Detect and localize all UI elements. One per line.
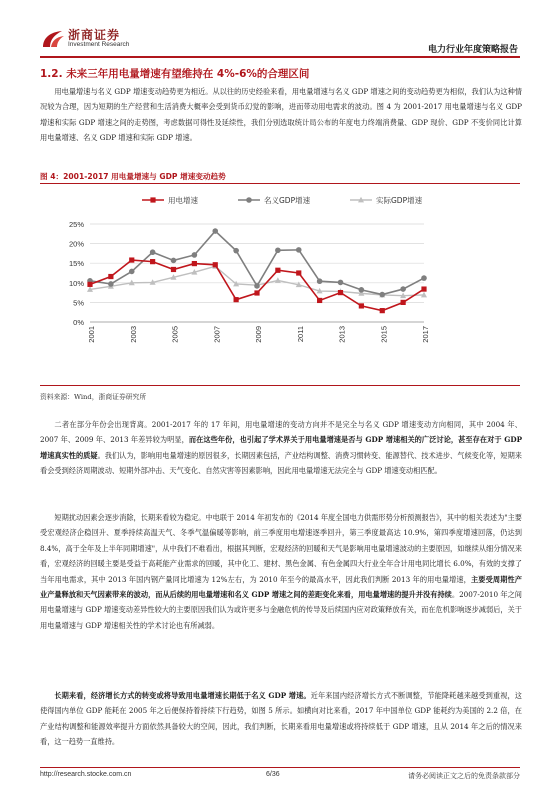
data-point bbox=[129, 269, 135, 275]
data-point bbox=[296, 247, 302, 253]
data-point bbox=[213, 262, 218, 267]
data-point bbox=[296, 270, 301, 275]
data-point bbox=[359, 287, 365, 293]
y-tick-label: 15% bbox=[68, 259, 84, 269]
paragraph-1 bbox=[40, 84, 522, 146]
data-point bbox=[108, 281, 114, 287]
section-heading: 1.2. 未来三年用电量增速有望维持在 4%-6%的合理区间 bbox=[40, 68, 310, 80]
paragraph-2 bbox=[40, 417, 522, 479]
line-chart bbox=[40, 186, 522, 382]
data-point bbox=[129, 257, 134, 262]
y-tick-label: 20% bbox=[68, 239, 84, 249]
data-point bbox=[421, 286, 426, 291]
legend-label: 实际GDP增速 bbox=[376, 196, 423, 205]
data-point bbox=[317, 278, 323, 284]
x-tick-label: 2001 bbox=[87, 326, 96, 343]
data-point bbox=[275, 268, 280, 273]
footer-url[interactable]: http://research.stocke.com.cn bbox=[40, 771, 132, 778]
footer-disclaimer: 请务必阅读正文之后的免责条款部分 bbox=[408, 772, 520, 780]
paragraph-4-text: 近年来国内经济增长方式不断调整，节能降耗越来越受到重视，这使得国内单位 GDP 能耗在 2005 年之后便保持着持续下行趋势，如图 5 所示。如横向对比来看，2017 年中国单位 GDP 能耗约为美国的 2.2 倍，在产业结构调整和能源效率提升方面依然具备较大的空间，因此，我们判断，长期来看用电量增速或将持续低于 GDP 增速，且从 2014 年之后的情况来看，这一趋势一直维持。 bbox=[40, 691, 522, 747]
figure-source: 资料来源：Wind，浙商证券研究所 bbox=[40, 393, 147, 401]
chart-y-axis bbox=[69, 220, 84, 327]
data-point bbox=[359, 303, 364, 308]
data-point bbox=[275, 277, 281, 283]
y-tick-label: 5% bbox=[73, 298, 84, 308]
data-point bbox=[421, 275, 427, 281]
data-point bbox=[246, 197, 252, 203]
y-tick-label: 0% bbox=[73, 318, 84, 327]
data-point bbox=[379, 292, 385, 298]
legend-item bbox=[142, 195, 198, 205]
legend-item bbox=[350, 195, 423, 205]
chart-x-axis bbox=[87, 322, 430, 343]
data-point bbox=[192, 252, 198, 258]
y-tick-label: 25% bbox=[68, 220, 84, 229]
data-point bbox=[87, 282, 92, 287]
logo-name-en: Investment Research bbox=[68, 41, 130, 48]
data-point bbox=[234, 297, 239, 302]
paragraph-2-text-c: 。我们认为，影响用电量增速的原因很多，长期因素包括，产业结构调整、消费习惯转变、能源替代、技术进步、气候变化等，短期来看会受到经济周期波动、短期外部冲击、天气变化、自然灾害等因素影响，因此用电量增速无法完全与 GDP 增速变动相匹配。 bbox=[40, 450, 522, 476]
data-point bbox=[192, 261, 197, 266]
legend-label: 用电增速 bbox=[168, 196, 198, 205]
data-point bbox=[254, 283, 260, 289]
figure-bottom-rule bbox=[40, 385, 520, 386]
data-point bbox=[317, 298, 322, 303]
data-point bbox=[338, 290, 343, 295]
company-logo bbox=[40, 24, 150, 54]
data-point bbox=[171, 258, 177, 264]
x-tick-label: 2015 bbox=[379, 326, 389, 343]
data-point bbox=[150, 197, 155, 202]
paragraph-1-text: 用电量增速与名义 GDP 增速变动趋势更为相近。从以往的历史经验来看，用电量增速与名义 GDP 增速之间的变动趋势更为相似，我们认为这种情况较为合理，因为短期的生产经营和生活消费大概率会受到货币幻觉的影响，进而带动用电需求的波动。图 4 为 2001-2017 用电量增速与名义 GDP 增速和实际 GDP 增速之间的走势图，考虑数据可得性及延续性，我们分别选取统计局公布的年度电力终端消费量、GDP 现价、GDP 不变价同比计算用电量增速、名义 GDP 增速和实际 GDP 增速。 bbox=[40, 87, 522, 143]
data-point bbox=[254, 290, 259, 295]
x-tick-label: 2011 bbox=[295, 326, 305, 343]
data-point bbox=[108, 274, 113, 279]
footer-divider bbox=[40, 767, 520, 768]
data-point bbox=[275, 247, 281, 253]
header-divider bbox=[40, 56, 520, 58]
chart-legend bbox=[142, 195, 423, 205]
data-point bbox=[150, 259, 155, 264]
data-point bbox=[150, 249, 156, 255]
x-tick-label: 2007 bbox=[212, 326, 222, 343]
paragraph-3-text-a: 短期扰动因素会逐步消除，长期来看较为稳定。中电联于 2014 年初发布的《2014 年度全国电力供需形势分析预测报告》，其中的相关表述为"主要受宏观经济企稳回升、夏季持续高温天气、冬季气温偏暖等影响，前三季度用电增速逐季回升，第三季度最高达 10.9%，第四季度增速回落，仍达到 8.4%，高于全年及上半年同期增速"，从中我们不难看出，根据其判断，宏观经济的回暖和天气是影响用电量增速波动的主要原因，如继续从细分情况来看，宏观经济的回暖主要是受益于高耗能产业需求的回暖，其中化工、建材、黑色金属、有色金属四大行业全年合计用电同比增长 6.0%，有效的支撑了当年用电需求，其中 2013 年国内钢产量同比增速为 12%左右，为 2010 年至今的最高水平，因此我们判断 2013 年的用电量增速， bbox=[40, 513, 522, 584]
paragraph-4-emphasis: 长期来看，经济增长方式的转变或将导致用电量增速长期低于名义 GDP 增速。 bbox=[54, 691, 311, 700]
y-tick-label: 10% bbox=[68, 278, 84, 288]
paragraph-2-text-a: 二者在部分年份会出现背离。2001-2017 年的 17 年间，用电量增速的变动方向并不是完全与名义 GDP 增速变动方向相同，其中 2004 年、2007 年、2009 年、2013 年差异较为明显， bbox=[40, 420, 522, 445]
data-point bbox=[338, 280, 344, 286]
data-point bbox=[171, 267, 176, 272]
logo-mark-icon bbox=[40, 28, 66, 50]
x-tick-label: 2003 bbox=[128, 326, 138, 343]
paragraph-3-text-c: 。2007-2010 年之间用电量增速与 GDP 增速变动差异性较大的主要原因我们认为或许更多与金融危机的传导及后续国内应对政策释放有关，而在危机影响逐步减弱后，关于用电量增速与 GDP 增速相关性的学术讨论也有所减弱。 bbox=[40, 590, 522, 630]
figure-caption: 图 4：2001-2017 用电量增速与 GDP 增速变动趋势 bbox=[40, 172, 226, 181]
data-point bbox=[401, 300, 406, 305]
figure-top-rule bbox=[40, 183, 520, 184]
series-2 bbox=[87, 228, 427, 297]
x-tick-label: 2009 bbox=[254, 326, 263, 343]
x-tick-label: 2005 bbox=[170, 326, 180, 343]
data-point bbox=[400, 286, 406, 292]
logo-name-cn: 浙商证券 bbox=[68, 28, 121, 42]
paragraph-3 bbox=[40, 510, 522, 633]
legend-item bbox=[238, 195, 311, 205]
data-point bbox=[380, 308, 385, 313]
x-tick-label: 2017 bbox=[421, 326, 430, 343]
legend-label: 名义GDP增速 bbox=[264, 196, 311, 205]
chart-gridlines bbox=[90, 224, 424, 322]
report-title: 电力行业年度策略报告 bbox=[427, 45, 518, 55]
x-tick-label: 2013 bbox=[337, 326, 347, 343]
paragraph-2-emphasis: 而在这些年份，也引起了学术界关于用电量增速是否与 GDP 增速相关的广泛讨论，甚至存在对于 GDP 增速真实性的质疑 bbox=[40, 435, 522, 460]
data-point bbox=[212, 228, 218, 234]
paragraph-3-emphasis: 主要受周期性产业产量释放和天气因素带来的波动，而从后续的用电量增速和名义 GDP 增速之间的差距变化来看，用电量增速的提升并没有持续 bbox=[40, 574, 522, 600]
paragraph-4 bbox=[40, 688, 522, 750]
page-number: 6/36 bbox=[266, 771, 280, 778]
chart-series-group bbox=[87, 228, 427, 313]
data-point bbox=[233, 248, 239, 254]
